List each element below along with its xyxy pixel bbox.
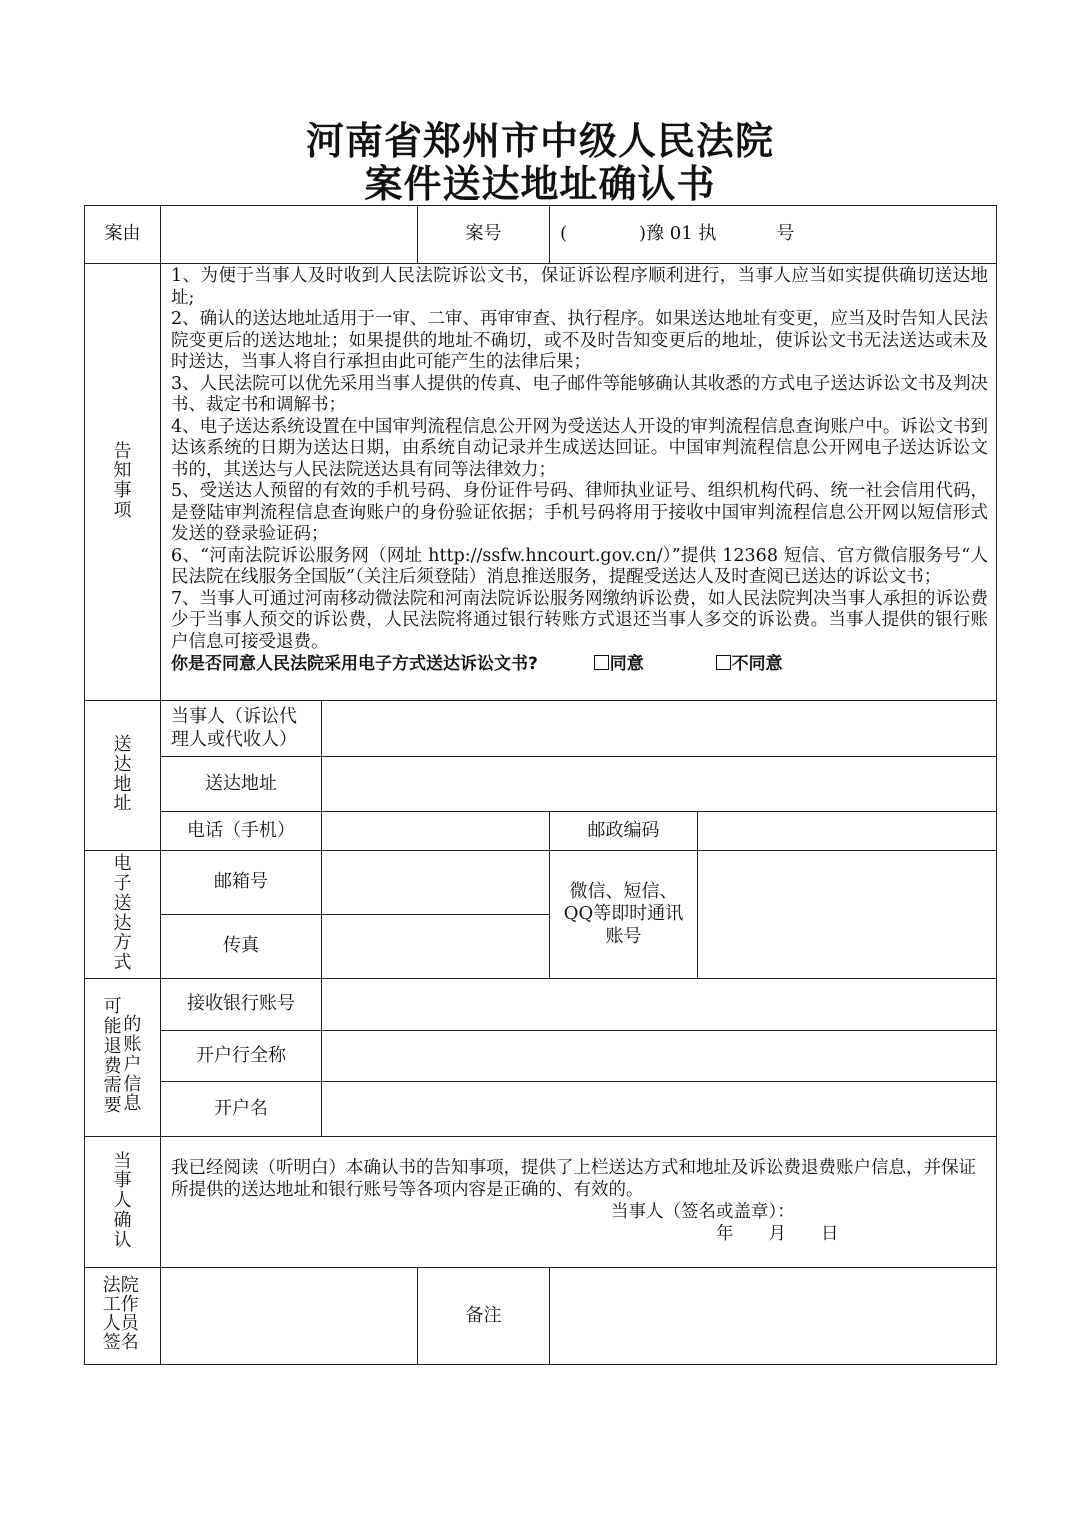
- electronic-section-label: 电子送达方式: [85, 851, 161, 979]
- consent-question-line: [171, 654, 988, 676]
- party-label: 当事人（诉讼代理人或代收人）: [161, 701, 322, 757]
- email-row: [85, 851, 997, 915]
- agree-checkbox[interactable]: [594, 655, 609, 670]
- confirmation-form: [84, 205, 997, 1365]
- remark-field[interactable]: [550, 1268, 997, 1365]
- case-cause-field[interactable]: [161, 206, 418, 264]
- party-field[interactable]: [322, 701, 997, 757]
- address-row: [85, 757, 997, 812]
- fax-field[interactable]: [322, 915, 550, 979]
- case-number-suffix: 号: [776, 223, 795, 245]
- fax-label: 传真: [161, 915, 322, 979]
- notice-item: 3、人民法院可以优先采用当事人提供的传真、电子邮件等能够确认其收悉的方式电子送达诉讼文书及判决书、裁定书和调解书；: [171, 373, 988, 415]
- notice-item: 1、为便于当事人及时收到人民法院诉讼文书，保证诉讼程序顺利进行，当事人应当如实提供确切送达地址;: [171, 266, 988, 308]
- document-title: 河南省郑州市中级人民法院: [305, 118, 774, 163]
- phone-field[interactable]: [322, 812, 550, 851]
- phone-row: [85, 812, 997, 851]
- notice-item: 7、当事人可通过河南移动微法院和河南法院诉讼服务网缴纳诉讼费，如人民法院判决当事人承担的诉讼费少于当事人预交的诉讼费，人民法院将通过银行转账方式退还当事人多交的诉讼费。当事人提供的银行账户信息可接受退费。: [171, 588, 988, 652]
- notice-item: 4、电子送达系统设置在中国审判流程信息公开网为受送达人开设的审判流程信息查询账户中。诉讼文书到达该系统的日期为送达日期，由系统自动记录并生成送达回证。中国审判流程信息公开网电子送达诉讼文书的，其送达与人民法院送达具有同等法律效力；: [171, 416, 988, 480]
- staff-row: [85, 1268, 997, 1365]
- account-holder-row: [85, 1082, 997, 1137]
- notice-item: 5、受送达人预留的有效的手机号码、身份证件号码、律师执业证号、组织机构代码、统一社会信用代码，是登陆审判流程信息查询账户的身份验证依据；手机号码将用于接收中国审判流程信息公开网以短信形式发送的登录验证码；: [171, 481, 988, 544]
- signature-label: 当事人（签名或盖章）：: [611, 1202, 795, 1222]
- case-number-label: 案号: [418, 206, 550, 264]
- notice-item: 6、“河南法院诉讼服务网（网址 http://ssfw.hncourt.gov.cn/）”提供 12368 短信、官方微信服务号“人民法院在线服务全国版”（关注后须登陆）消息推送服务，提醒受送达人及时查阅已送达的诉讼文书；: [171, 545, 988, 587]
- im-account-field[interactable]: [698, 851, 997, 979]
- confirmation-content[interactable]: [161, 1137, 997, 1268]
- remark-label: 备注: [418, 1268, 550, 1365]
- disagree-option[interactable]: 不同意: [716, 654, 783, 674]
- party-row: [85, 701, 997, 757]
- email-label: 邮箱号: [161, 851, 322, 915]
- agree-option[interactable]: 同意: [594, 654, 644, 674]
- case-cause-label: 案由: [85, 206, 161, 264]
- bank-name-field[interactable]: [322, 1031, 997, 1082]
- postcode-label: 邮政编码: [550, 812, 698, 851]
- account-holder-field[interactable]: [322, 1082, 997, 1137]
- postcode-field[interactable]: [698, 812, 997, 851]
- confirmation-label: 当事人确认: [85, 1137, 161, 1268]
- notice-label: 告知事项: [85, 264, 161, 701]
- address-label: 送达地址: [161, 757, 322, 812]
- email-field[interactable]: [322, 851, 550, 915]
- document-subtitle: 案件送达地址确认书: [364, 161, 716, 206]
- account-holder-label: 开户名: [161, 1082, 322, 1137]
- confirmation-row: [85, 1137, 997, 1268]
- consent-question: 你是否同意人民法院采用电子方式送达诉讼文书?: [171, 654, 538, 674]
- date-label: 年 月 日: [716, 1224, 839, 1244]
- phone-label: 电话（手机）: [161, 812, 322, 851]
- notice-item: 2、确认的送达地址适用于一审、二审、再审审查、执行程序。如果送达地址有变更，应当及时告知人民法院变更后的送达地址；如果提供的地址不确切，或不及时告知变更后的地址，使诉讼文书无法送达或未及时送达，当事人将自行承担由此可能产生的法律后果；: [171, 309, 988, 372]
- case-number-field[interactable]: [550, 206, 997, 264]
- refund-section-label: 可能退费需要的账户信息: [85, 979, 161, 1137]
- confirmation-text: 我已经阅读（听明白）本确认书的告知事项，提供了上栏送达方式和地址及诉讼费退费账户信息，并保证所提供的送达地址和银行账号等各项内容是正确的、有效的。: [171, 1158, 976, 1200]
- bank-account-field[interactable]: [322, 979, 997, 1031]
- staff-signature-field[interactable]: [161, 1268, 418, 1365]
- bank-name-label: 开户行全称: [161, 1031, 322, 1082]
- case-row: [85, 206, 997, 264]
- case-number-prefix: )豫 01 执: [639, 223, 717, 245]
- case-number-open-paren: (: [560, 223, 568, 245]
- bank-name-row: [85, 1031, 997, 1082]
- bank-account-label: 接收银行账号: [161, 979, 322, 1031]
- staff-signature-label: 法院工作人员签名: [85, 1268, 161, 1365]
- notice-content: [161, 264, 997, 701]
- address-section-label: 送达地址: [85, 701, 161, 851]
- address-field[interactable]: [322, 757, 997, 812]
- disagree-checkbox[interactable]: [716, 655, 731, 670]
- bank-account-row: [85, 979, 997, 1031]
- notice-row: [85, 264, 997, 701]
- im-account-label: 微信、短信、QQ等即时通讯账号: [550, 851, 698, 979]
